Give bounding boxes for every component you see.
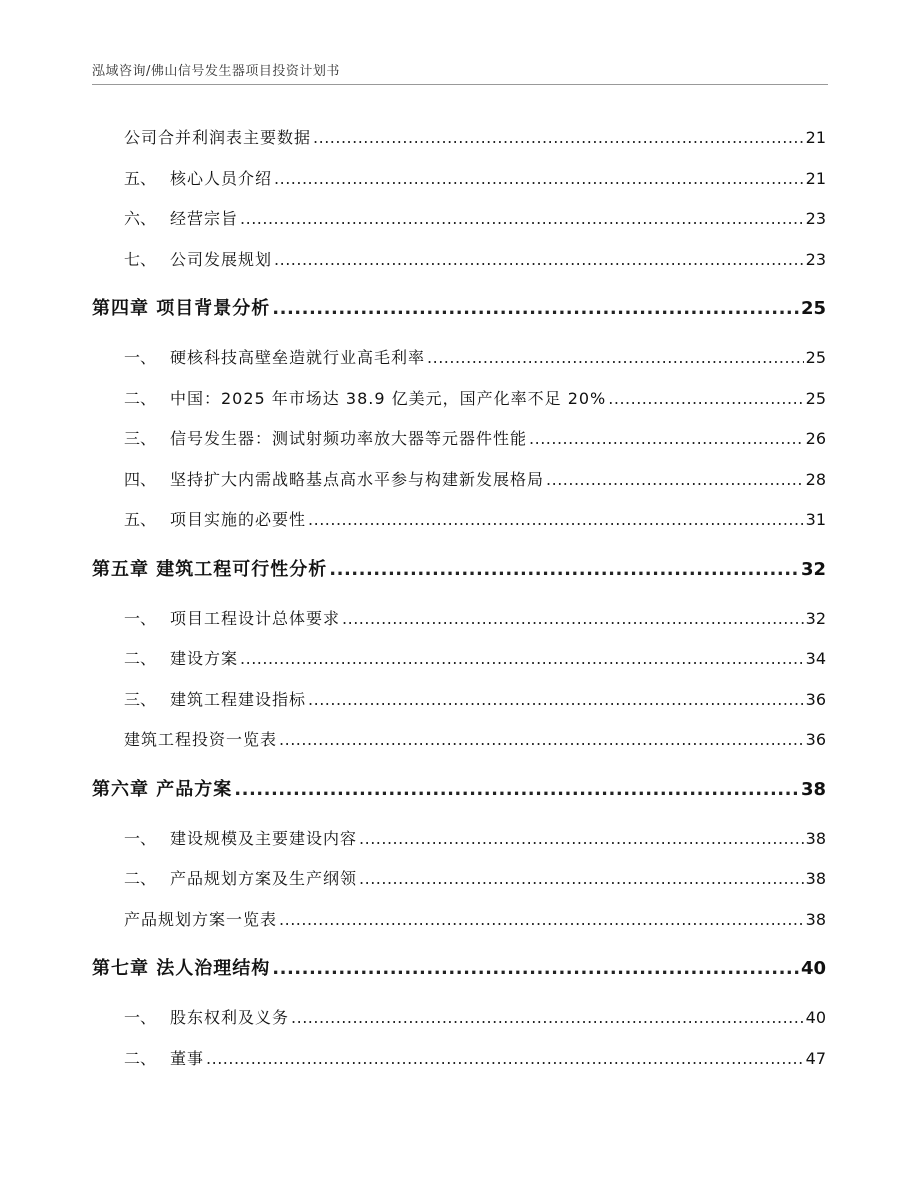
toc-page-number: 38	[805, 869, 826, 888]
dot-leader	[274, 240, 804, 281]
dot-leader	[240, 639, 804, 680]
dot-leader	[608, 379, 803, 420]
dot-leader	[313, 118, 804, 159]
toc-section-entry[interactable]	[92, 680, 826, 721]
dot-leader	[308, 680, 804, 721]
dot-leader	[240, 199, 804, 240]
toc-entry-title: 董事	[170, 1048, 205, 1068]
toc-entry-title: 产品规划方案及生产纲领	[170, 869, 358, 888]
dot-leader	[291, 998, 804, 1039]
toc-section-entry[interactable]	[92, 199, 826, 240]
toc-entry-number: 一、	[124, 1008, 157, 1027]
toc-entry-title: 第五章 建筑工程可行性分析	[92, 558, 328, 580]
toc-entry-title: 项目实施的必要性	[170, 510, 307, 529]
toc-entry-title: 建筑工程建设指标	[170, 689, 307, 709]
dot-leader	[342, 599, 804, 640]
dot-leader	[308, 500, 804, 541]
toc-page-number: 23	[805, 249, 826, 269]
dot-leader	[359, 859, 804, 900]
toc-entry-title: 信号发生器：测试射频功率放大器等元器件性能	[170, 429, 528, 448]
dot-leader	[279, 900, 804, 941]
dot-leader	[272, 946, 799, 992]
toc-entry-title: 产品规划方案一览表	[124, 909, 278, 929]
toc-entry-title: 公司合并利润表主要数据	[124, 128, 312, 147]
toc-section-entry[interactable]	[92, 859, 826, 900]
toc-section-entry[interactable]	[92, 998, 826, 1039]
toc-entry-title: 第四章 项目背景分析	[92, 298, 271, 319]
dot-leader	[427, 338, 804, 379]
toc-page-number: 31	[805, 510, 826, 529]
toc-page-number: 32	[800, 558, 826, 580]
running-header: 泓域咨询/佛山信号发生器项目投资计划书	[92, 64, 340, 79]
toc-entry-number: 五、	[124, 168, 157, 188]
dot-leader	[279, 720, 804, 761]
toc-entry-number: 七、	[124, 249, 157, 269]
toc-page-number: 32	[805, 608, 826, 628]
toc-chapter-entry[interactable]	[92, 946, 826, 992]
toc-table-entry[interactable]	[92, 900, 826, 941]
dot-leader	[329, 547, 799, 593]
toc-section-entry[interactable]	[92, 639, 826, 680]
toc-page-number: 40	[800, 958, 826, 979]
toc-page-number: 34	[805, 649, 826, 668]
toc-entry-number: 一、	[124, 608, 157, 628]
toc-entry-title: 第六章 产品方案	[92, 778, 233, 800]
toc-entry-title: 坚持扩大内需战略基点高水平参与构建新发展格局	[170, 469, 545, 489]
toc-page-number: 38	[805, 909, 826, 929]
toc-entry-number: 四、	[124, 469, 157, 489]
toc-entry-title: 经营宗旨	[170, 209, 239, 228]
toc-entry-title: 股东权利及义务	[170, 1008, 290, 1027]
toc-page-number: 25	[800, 298, 826, 319]
dot-leader	[234, 767, 799, 813]
toc-entry-number: 二、	[124, 649, 157, 668]
toc-entry-number: 六、	[124, 209, 157, 228]
toc-entry-number: 一、	[124, 828, 157, 848]
toc-chapter-entry[interactable]	[92, 547, 826, 593]
toc-page-number: 47	[805, 1048, 826, 1068]
toc-page-number: 36	[805, 730, 826, 749]
toc-entry-title: 硬核科技高壁垒造就行业高毛利率	[170, 348, 426, 367]
toc-page-number: 25	[805, 388, 826, 408]
dot-leader	[546, 460, 804, 501]
toc-entry-title: 第七章 法人治理结构	[92, 958, 271, 979]
toc-page-number: 21	[805, 128, 826, 147]
toc-page-number: 26	[805, 429, 826, 448]
toc-entry-number: 二、	[124, 869, 157, 888]
dot-leader	[206, 1039, 804, 1080]
toc-entry-title: 项目工程设计总体要求	[170, 608, 341, 628]
toc-page-number: 38	[800, 778, 826, 800]
toc-entry-title: 建筑工程投资一览表	[124, 730, 278, 749]
toc-entry-number: 五、	[124, 510, 157, 529]
toc-entry-number: 二、	[124, 388, 157, 408]
dot-leader	[274, 159, 804, 200]
toc-table-entry[interactable]	[92, 720, 826, 761]
toc-section-entry[interactable]	[92, 460, 826, 501]
toc-section-entry[interactable]	[92, 500, 826, 541]
toc-entry-number: 三、	[124, 429, 157, 448]
toc-entry-number: 一、	[124, 348, 157, 367]
toc-section-entry[interactable]	[92, 599, 826, 640]
toc-entry-title: 建设规模及主要建设内容	[170, 828, 358, 848]
toc-page-number: 25	[805, 348, 826, 367]
table-of-contents	[92, 118, 826, 1079]
dot-leader	[529, 419, 804, 460]
toc-entry-title: 核心人员介绍	[170, 168, 273, 188]
toc-page-number: 23	[805, 209, 826, 228]
toc-page-number: 21	[805, 168, 826, 188]
toc-entry-number: 三、	[124, 689, 157, 709]
header-divider	[92, 84, 828, 85]
toc-page-number: 38	[805, 828, 826, 848]
toc-entry-title: 建设方案	[170, 649, 239, 668]
dot-leader	[272, 286, 799, 332]
toc-entry-title: 中国：2025 年市场达 38.9 亿美元，国产化率不足 20%	[170, 388, 607, 408]
toc-page-number: 36	[805, 689, 826, 709]
toc-table-entry[interactable]	[92, 118, 826, 159]
toc-entry-title: 公司发展规划	[170, 249, 273, 269]
toc-chapter-entry[interactable]	[92, 767, 826, 813]
toc-section-entry[interactable]	[92, 819, 826, 860]
toc-entry-number: 二、	[124, 1048, 157, 1068]
toc-section-entry[interactable]	[92, 1039, 826, 1080]
toc-page-number: 40	[805, 1008, 826, 1027]
toc-section-entry[interactable]	[92, 240, 826, 281]
toc-section-entry[interactable]	[92, 419, 826, 460]
toc-section-entry[interactable]	[92, 159, 826, 200]
toc-section-entry[interactable]	[92, 379, 826, 420]
toc-section-entry[interactable]	[92, 338, 826, 379]
toc-page-number: 28	[805, 469, 826, 489]
dot-leader	[359, 819, 804, 860]
toc-chapter-entry[interactable]	[92, 286, 826, 332]
